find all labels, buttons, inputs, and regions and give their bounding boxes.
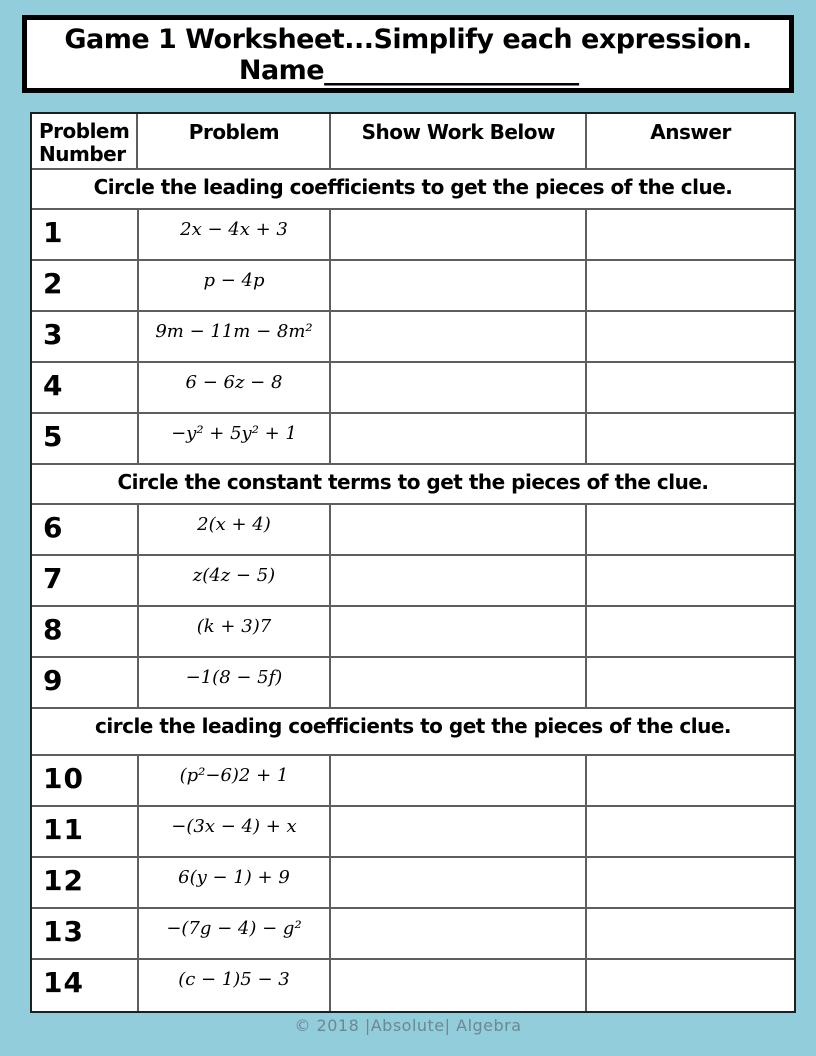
instruction-text-2: Circle the constant terms to get the pieces of the clue. [32,465,794,505]
problem-expression: 6(y − 1) + 9 [139,858,332,909]
worksheet-table [30,112,796,1013]
show-work-cell [331,261,587,312]
table-row [32,556,794,607]
show-work-cell [331,556,587,607]
answer-cell [587,210,794,261]
column-header-show-work: Show Work Below [331,114,587,170]
column-header-problem: Problem [138,114,331,170]
show-work-cell [331,363,587,414]
name-blank-line: ______________________ [324,55,578,87]
show-work-cell [331,414,587,465]
problem-number: 7 [32,556,139,607]
answer-cell [587,363,794,414]
instruction-text-1: Circle the leading coefficients to get the pieces of the clue. [32,170,794,210]
show-work-cell [331,607,587,658]
answer-cell [587,658,794,709]
answer-cell [587,807,794,858]
problem-number: 14 [32,960,139,1011]
table-header-row [32,114,794,170]
show-work-cell [331,807,587,858]
problem-number: 9 [32,658,139,709]
name-label-line [27,55,789,86]
column-header-answer: Answer [587,114,794,170]
problem-number: 13 [32,909,139,960]
problem-number: 11 [32,807,139,858]
problem-number: 6 [32,505,139,556]
table-row [32,363,794,414]
problem-expression: 9m − 11m − 8m² [139,312,332,363]
problem-number: 8 [32,607,139,658]
problem-number: 10 [32,756,139,807]
problem-expression: 6 − 6z − 8 [139,363,332,414]
column-header-problem-number: Problem Number [32,114,138,170]
table-row [32,505,794,556]
problem-expression: −(7g − 4) − g² [139,909,332,960]
show-work-cell [331,756,587,807]
answer-cell [587,261,794,312]
table-row [32,210,794,261]
instruction-row-3 [32,709,794,756]
answer-cell [587,312,794,363]
problem-number: 5 [32,414,139,465]
problem-number: 3 [32,312,139,363]
instruction-text-3: circle the leading coefficients to get the pieces of the clue. [32,709,794,756]
table-row [32,312,794,363]
problem-expression: (p²−6)2 + 1 [139,756,332,807]
problem-number: 4 [32,363,139,414]
show-work-cell [331,909,587,960]
table-row [32,261,794,312]
answer-cell [587,960,794,1011]
problem-expression: 2x − 4x + 3 [139,210,332,261]
show-work-cell [331,505,587,556]
problem-expression: z(4z − 5) [139,556,332,607]
problem-expression: p − 4p [139,261,332,312]
answer-cell [587,556,794,607]
table-row [32,909,794,960]
name-label: Name [238,55,325,87]
show-work-cell [331,210,587,261]
table-row [32,858,794,909]
instruction-row-1 [32,170,794,210]
answer-cell [587,505,794,556]
show-work-cell [331,658,587,709]
answer-cell [587,607,794,658]
table-row [32,414,794,465]
answer-cell [587,909,794,960]
table-row [32,756,794,807]
problem-number: 1 [32,210,139,261]
show-work-cell [331,312,587,363]
problem-number: 2 [32,261,139,312]
show-work-cell [331,858,587,909]
problem-expression: −1(8 − 5f) [139,658,332,709]
show-work-cell [331,960,587,1011]
problem-expression: −(3x − 4) + x [139,807,332,858]
problem-expression: (k + 3)7 [139,607,332,658]
problem-expression: (c − 1)5 − 3 [139,960,332,1011]
table-row [32,607,794,658]
answer-cell [587,414,794,465]
table-row [32,658,794,709]
instruction-row-2 [32,465,794,505]
table-row [32,807,794,858]
problem-expression: 2(x + 4) [139,505,332,556]
page-title: Game 1 Worksheet...Simplify each expression. [64,24,752,55]
answer-cell [587,756,794,807]
table-row [32,960,794,1011]
problem-number: 12 [32,858,139,909]
problem-expression: −y² + 5y² + 1 [139,414,332,465]
answer-cell [587,858,794,909]
copyright-footer: © 2018 |Absolute| Algebra [294,1016,522,1035]
worksheet-title-box [22,15,794,93]
